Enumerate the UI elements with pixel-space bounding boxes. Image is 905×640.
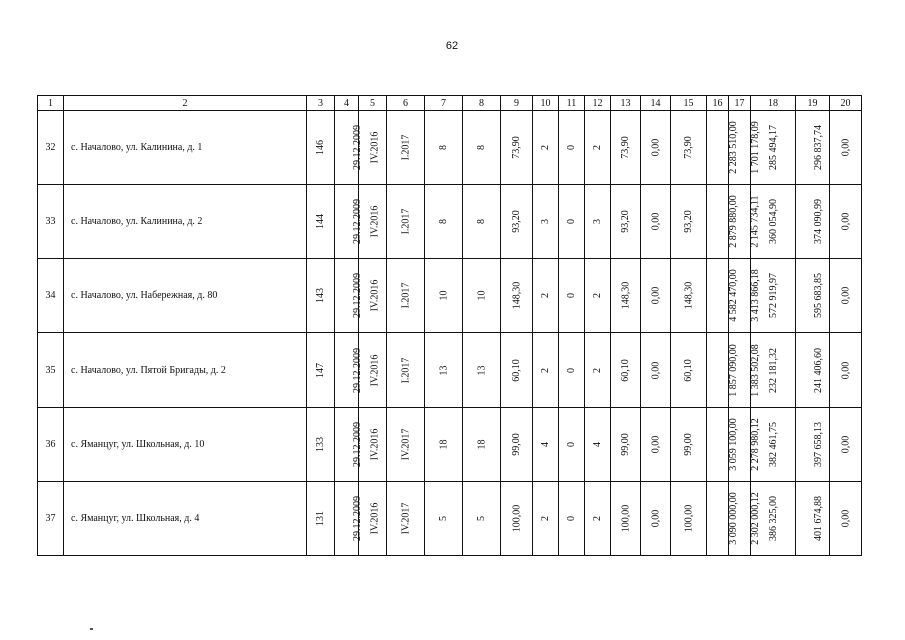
cell-text: 1 383 502,08 [749, 343, 761, 397]
column-header: 17 [729, 96, 751, 111]
table-cell [830, 333, 862, 407]
cell-text: 32 [45, 142, 56, 154]
cell-text: 100,00 [620, 504, 631, 533]
cell-text: 10 [476, 290, 487, 301]
cell-text: 35 [45, 364, 56, 376]
column-header: 1 [38, 96, 64, 111]
table-cell [830, 185, 862, 259]
cell-text: 0,00 [650, 435, 661, 453]
address-cell [64, 111, 307, 185]
table-cell [387, 333, 425, 407]
table-cell [641, 333, 671, 407]
column-header: 19 [796, 96, 830, 111]
table-cell [830, 481, 862, 555]
table-cell [335, 259, 363, 333]
cell-text: 0,00 [840, 361, 851, 379]
cell-text: 0 [566, 441, 577, 447]
table-cell [425, 111, 463, 185]
cell-text: IV.2016 [369, 502, 381, 535]
table-cell [425, 259, 463, 333]
table-cell [425, 333, 463, 407]
table-cell [533, 111, 559, 185]
table-cell [533, 333, 559, 407]
table-cell [501, 259, 533, 333]
cell-text: 60,10 [620, 358, 631, 382]
cell-text: 60,10 [683, 358, 694, 382]
table-row [38, 407, 862, 481]
table-cell [533, 259, 559, 333]
column-header: 9 [501, 96, 533, 111]
cell-text: 0,00 [650, 287, 661, 305]
cell-text: 100,00 [683, 504, 694, 533]
cell-text: 0 [566, 367, 577, 373]
table-cell [611, 259, 641, 333]
table-cell [707, 407, 739, 481]
cell-text: IV.2016 [369, 205, 381, 238]
column-header: 14 [641, 96, 671, 111]
table-cell [533, 481, 559, 555]
table-cell [796, 259, 830, 333]
column-header: 3 [307, 96, 335, 111]
cell-text: 1 857 090,00 [727, 343, 739, 397]
cell-text: 29.12.2009 [352, 347, 363, 393]
page-number: 62 [445, 40, 459, 52]
table-cell [335, 407, 363, 481]
cell-text: 2 145 734,11 [749, 195, 761, 248]
table-cell [641, 407, 671, 481]
table-cell [707, 481, 739, 555]
cell-text: с. Началово, ул. Калинина, д. 2 [71, 216, 203, 228]
table-cell [501, 185, 533, 259]
cell-text: 0,00 [650, 361, 661, 379]
table-cell [641, 259, 671, 333]
table-cell [796, 333, 830, 407]
cell-text: 2 302 000,12 [749, 492, 761, 545]
table-row [38, 111, 862, 185]
table-cell [425, 407, 463, 481]
table-cell [559, 185, 585, 259]
cell-text: 18 [476, 439, 487, 450]
cell-text: с. Яманцуг, ул. Школьная, д. 10 [71, 438, 205, 450]
table-cell [463, 259, 501, 333]
cell-text: IV.2016 [369, 131, 381, 164]
cell-text: 60,10 [511, 358, 522, 382]
column-header: 8 [463, 96, 501, 111]
cell-text: I.2017 [400, 134, 411, 161]
cell-text: 29.12.2009 [352, 125, 363, 171]
cell-text: 100,00 [511, 504, 522, 533]
table-cell [611, 111, 641, 185]
cell-text: I.2017 [400, 208, 411, 235]
cell-text: 36 [45, 438, 56, 450]
cell-text: 0 [566, 293, 577, 299]
column-header: 7 [425, 96, 463, 111]
cell-text: 18 [438, 439, 449, 450]
cell-text: 285 494,17 [768, 125, 779, 171]
table-cell [335, 481, 363, 555]
table-cell [611, 481, 641, 555]
cell-text: 0 [566, 145, 577, 151]
table-cell [559, 259, 585, 333]
cell-text: 147 [315, 362, 326, 378]
cell-text: 73,90 [511, 136, 522, 159]
cell-text: 8 [476, 145, 487, 151]
cell-text: IV.2016 [369, 428, 381, 461]
cell-text: 133 [315, 436, 326, 452]
table-cell [387, 481, 425, 555]
row-number [38, 481, 64, 555]
cell-text: 99,00 [683, 432, 694, 456]
table-cell [671, 481, 707, 555]
cell-text: 29.12.2009 [352, 421, 363, 467]
table-cell [611, 185, 641, 259]
table-cell [501, 111, 533, 185]
cell-text: 2 [592, 367, 603, 373]
table-cell [830, 259, 862, 333]
cell-text: 0 [566, 219, 577, 225]
table-cell [796, 185, 830, 259]
table-cell [307, 185, 335, 259]
cell-text: 3 413 866,18 [749, 269, 761, 323]
cell-text: 99,00 [620, 432, 631, 456]
table-cell [463, 185, 501, 259]
table-cell [585, 185, 611, 259]
table-cell [585, 111, 611, 185]
cell-text: 5 [438, 515, 449, 521]
table-cell [611, 333, 641, 407]
row-number [38, 185, 64, 259]
table-cell [307, 481, 335, 555]
table-cell [463, 111, 501, 185]
table-cell [585, 333, 611, 407]
table-cell [671, 259, 707, 333]
cell-text: 382 461,75 [768, 421, 779, 467]
table-cell [425, 185, 463, 259]
cell-text: 8 [438, 145, 449, 151]
column-header: 4 [335, 96, 359, 111]
table-cell [641, 481, 671, 555]
cell-text: с. Началово, ул. Набережная, д. 80 [71, 290, 218, 302]
table-cell [387, 111, 425, 185]
table-cell [425, 481, 463, 555]
cell-text: 1 701 178,09 [749, 121, 761, 174]
address-cell [64, 481, 307, 555]
cell-text: 144 [315, 214, 326, 230]
table-row [38, 333, 862, 407]
cell-text: 0 [566, 515, 577, 521]
column-header: 13 [611, 96, 641, 111]
table-cell [641, 185, 671, 259]
table-cell [707, 333, 739, 407]
table-cell [335, 185, 363, 259]
cell-text: 386 325,00 [768, 495, 779, 541]
cell-text: 2 [592, 293, 603, 299]
cell-text: 0,00 [650, 138, 661, 157]
table-cell [387, 185, 425, 259]
cell-text: с. Яманцуг, ул. Школьная, д. 4 [71, 512, 200, 524]
address-cell [64, 259, 307, 333]
cell-text: 2 [540, 145, 551, 151]
table-cell [463, 481, 501, 555]
cell-text: IV.2016 [369, 280, 381, 312]
cell-text: 2 278 980,12 [749, 417, 761, 471]
cell-text: 4 582 470,00 [727, 269, 739, 323]
table-cell [559, 333, 585, 407]
column-header: 2 [64, 96, 307, 111]
table-cell [307, 333, 335, 407]
cell-text: 33 [45, 216, 56, 228]
cell-text: 148,30 [683, 282, 694, 310]
table-cell [585, 407, 611, 481]
cell-text: 93,20 [511, 210, 522, 233]
table-cell [463, 407, 501, 481]
cell-text: 0,00 [840, 212, 851, 231]
table-cell [585, 259, 611, 333]
cell-text: 2 283 510,00 [727, 121, 739, 174]
column-header: 16 [707, 96, 729, 111]
table-row [38, 481, 862, 555]
table-cell [671, 111, 707, 185]
table-cell [830, 407, 862, 481]
cell-text: 0,00 [840, 509, 851, 528]
table-cell [307, 259, 335, 333]
cell-text: 296 837,74 [813, 125, 824, 171]
cell-text: 0,00 [840, 287, 851, 305]
cell-text: 0,00 [650, 212, 661, 231]
column-header: 11 [559, 96, 585, 111]
cell-text: 37 [45, 512, 56, 524]
cell-text: 73,90 [683, 136, 694, 159]
table-cell [307, 407, 335, 481]
address-cell [64, 407, 307, 481]
cell-text: с. Началово, ул. Калинина, д. 1 [71, 142, 203, 154]
table-cell [611, 407, 641, 481]
cell-text: 99,00 [511, 432, 522, 456]
cell-text: 73,90 [620, 136, 631, 159]
housing-register-table [37, 95, 862, 556]
cell-text: IV.2017 [399, 428, 411, 461]
cell-text: IV.2016 [369, 354, 381, 386]
table-cell [796, 111, 830, 185]
cell-text: 13 [476, 365, 487, 376]
cell-text: 148,30 [620, 282, 631, 310]
cell-text: IV.2017 [399, 502, 411, 535]
table-cell [387, 407, 425, 481]
scan-speck [90, 628, 93, 630]
cell-text: 2 [540, 367, 551, 373]
cell-text: 2 879 880,00 [727, 195, 739, 248]
column-header: 18 [751, 96, 796, 111]
cell-text: 232 181,32 [768, 347, 779, 393]
address-cell [64, 185, 307, 259]
table-cell [533, 407, 559, 481]
table-cell [559, 407, 585, 481]
cell-text: 93,20 [683, 210, 694, 233]
cell-text: 4 [540, 441, 551, 447]
table-cell [671, 333, 707, 407]
cell-text: 3 [540, 219, 551, 225]
cell-text: 401 674,88 [813, 495, 824, 541]
cell-text: 0,00 [840, 138, 851, 157]
table-cell [463, 333, 501, 407]
table-cell [671, 407, 707, 481]
table-cell [307, 111, 335, 185]
cell-text: 143 [315, 288, 326, 304]
cell-text: 8 [438, 219, 449, 225]
table-cell [501, 407, 533, 481]
column-header: 6 [387, 96, 425, 111]
column-header: 20 [830, 96, 862, 111]
cell-text: 29.12.2009 [352, 495, 363, 541]
table-cell [335, 333, 363, 407]
table-cell [533, 185, 559, 259]
cell-text: 2 [592, 145, 603, 151]
cell-text: 0,00 [650, 509, 661, 528]
column-header: 15 [671, 96, 707, 111]
cell-text: 5 [476, 515, 487, 521]
cell-text: 2 [540, 515, 551, 521]
address-cell [64, 333, 307, 407]
cell-text: 360 054,90 [768, 199, 779, 245]
cell-text: 29.12.2009 [352, 199, 363, 245]
cell-text: 397 658,13 [813, 421, 824, 467]
cell-text: 146 [315, 140, 326, 156]
table-cell [585, 481, 611, 555]
row-number [38, 259, 64, 333]
cell-text: 2 [540, 293, 551, 299]
table-cell [501, 333, 533, 407]
cell-text: 241 406,60 [813, 347, 824, 393]
cell-text: с. Началово, ул. Пятой Бригады, д. 2 [71, 364, 226, 376]
table-cell [707, 259, 739, 333]
table-cell [707, 111, 739, 185]
table-row [38, 259, 862, 333]
column-header: 10 [533, 96, 559, 111]
table-cell [796, 481, 830, 555]
table-cell [671, 185, 707, 259]
cell-text: 3 090 000,00 [727, 492, 739, 545]
table-cell [559, 111, 585, 185]
table-cell [641, 111, 671, 185]
cell-text: 3 059 100,00 [727, 417, 739, 471]
table-cell [387, 259, 425, 333]
table-cell [796, 407, 830, 481]
table-cell [559, 481, 585, 555]
cell-text: 13 [438, 365, 449, 376]
cell-text: 148,30 [511, 282, 522, 310]
cell-text: 572 919,97 [768, 273, 779, 319]
cell-text: 10 [438, 290, 449, 301]
column-header: 5 [359, 96, 387, 111]
cell-text: I.2017 [400, 282, 411, 309]
row-number [38, 111, 64, 185]
cell-text: 131 [315, 510, 326, 526]
cell-text: 34 [45, 290, 56, 302]
cell-text: I.2017 [400, 357, 411, 383]
table-cell [501, 481, 533, 555]
column-number-row [38, 96, 862, 111]
cell-text: 93,20 [620, 210, 631, 233]
cell-text: 374 090,99 [813, 199, 824, 245]
cell-text: 4 [592, 441, 603, 447]
row-number [38, 333, 64, 407]
table-row [38, 185, 862, 259]
cell-text: 8 [476, 219, 487, 225]
cell-text: 2 [592, 515, 603, 521]
cell-text: 3 [592, 219, 603, 225]
column-header: 12 [585, 96, 611, 111]
row-number [38, 407, 64, 481]
table-cell [830, 111, 862, 185]
cell-text: 29.12.2009 [352, 273, 363, 319]
table-cell [335, 111, 363, 185]
table-cell [707, 185, 739, 259]
cell-text: 0,00 [840, 435, 851, 453]
cell-text: 595 683,85 [813, 273, 824, 319]
